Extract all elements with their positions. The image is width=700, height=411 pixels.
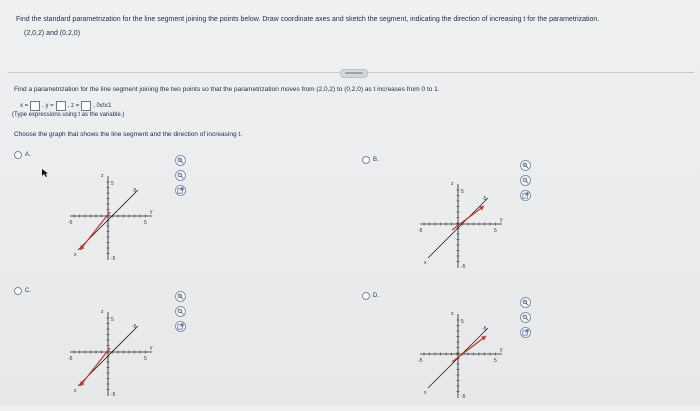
y-axis-label: y xyxy=(500,217,503,223)
zoom-in-icon[interactable] xyxy=(175,155,186,166)
x-axis-label: x xyxy=(74,252,77,258)
graph-d xyxy=(410,306,510,411)
parametrization-row xyxy=(20,101,111,111)
z-answer-input[interactable] xyxy=(81,101,91,111)
svg-text:-5: -5 xyxy=(68,220,73,226)
segment-line xyxy=(80,348,110,386)
zoom-in-icon[interactable] xyxy=(520,297,531,308)
option-a[interactable] xyxy=(14,151,31,159)
svg-text:-5: -5 xyxy=(482,326,487,332)
segment-line xyxy=(452,206,484,230)
svg-text:5: 5 xyxy=(111,317,114,323)
option-c-radio[interactable] xyxy=(14,287,22,295)
graph-b-tools xyxy=(520,160,531,201)
segment-line xyxy=(80,212,110,250)
svg-text:5: 5 xyxy=(494,358,497,364)
option-c[interactable] xyxy=(14,287,31,295)
graph-a-tools xyxy=(175,155,186,196)
question2-text: Find a parametrization for the line segment joining the two points so that the parametrization moves from (2,0,2) to (0,2,0) as t increases from 0 to 1. xyxy=(14,86,440,93)
graph-d-tools xyxy=(520,297,531,338)
y-axis-label: y xyxy=(500,347,503,353)
svg-text:-5: -5 xyxy=(132,188,137,194)
question3-text: Choose the graph that shows the line segment and the direction of increasing t. xyxy=(14,131,243,138)
option-d[interactable] xyxy=(362,292,379,300)
x-label: x = xyxy=(20,103,29,109)
popout-icon[interactable] xyxy=(175,321,186,332)
zoom-in-icon[interactable] xyxy=(520,160,531,171)
option-a-radio[interactable] xyxy=(14,151,22,159)
graph-c xyxy=(60,304,160,409)
z-axis-label: z xyxy=(451,311,454,317)
x-answer-input[interactable] xyxy=(30,101,40,111)
x-axis-label: x xyxy=(424,390,427,396)
graph-b xyxy=(410,176,510,281)
option-d-label: D. xyxy=(373,293,379,299)
option-b[interactable] xyxy=(362,156,379,164)
popout-icon[interactable] xyxy=(175,185,186,196)
segment-line xyxy=(452,336,486,362)
svg-text:5: 5 xyxy=(461,189,464,195)
graph-c-tools xyxy=(175,291,186,332)
x-axis-label: x xyxy=(74,388,77,394)
svg-text:-5: -5 xyxy=(461,264,466,270)
popout-icon[interactable] xyxy=(520,190,531,201)
svg-text:5: 5 xyxy=(461,319,464,325)
y-answer-input[interactable] xyxy=(56,101,66,111)
zoom-in-icon[interactable] xyxy=(175,291,186,302)
option-b-label: B. xyxy=(373,157,379,163)
direction-arrow-icon xyxy=(479,206,484,211)
x-axis-label: x xyxy=(424,260,427,266)
svg-text:5: 5 xyxy=(494,228,497,234)
svg-text:-5: -5 xyxy=(111,256,116,262)
y-axis-label: y xyxy=(150,345,153,351)
option-b-radio[interactable] xyxy=(362,156,370,164)
svg-text:5: 5 xyxy=(144,220,147,226)
z-axis-label: z xyxy=(101,173,104,179)
popout-icon[interactable] xyxy=(520,327,531,338)
z-label: , z = xyxy=(67,103,80,109)
option-d-radio[interactable] xyxy=(362,292,370,300)
t-range: , 0≤t≤1 xyxy=(93,103,112,109)
question1-points: (2,0,2) and (0,2,0) xyxy=(24,30,81,37)
zoom-out-icon[interactable] xyxy=(520,312,531,323)
option-a-label: A. xyxy=(25,152,31,158)
svg-text:-5: -5 xyxy=(461,394,466,400)
y-label: , y = xyxy=(42,103,54,109)
z-axis-label: z xyxy=(451,181,454,187)
question1-text: Find the standard parametrization for the line segment joining the points below. Draw coordinate axes and sketch the segment, indicating the direction of increasing t for the parametrization. xyxy=(16,16,600,23)
mouse-cursor-icon xyxy=(41,168,49,178)
hint-text: (Type expressions using t as the variable.) xyxy=(12,112,125,118)
svg-text:-5: -5 xyxy=(132,324,137,330)
svg-text:5: 5 xyxy=(111,181,114,187)
zoom-out-icon[interactable] xyxy=(520,175,531,186)
svg-text:-5: -5 xyxy=(418,228,423,234)
y-axis-label: y xyxy=(150,209,153,215)
zoom-out-icon[interactable] xyxy=(175,170,186,181)
z-axis-label: z xyxy=(101,309,104,315)
option-c-label: C. xyxy=(25,288,31,294)
svg-text:-5: -5 xyxy=(482,196,487,202)
graph-a xyxy=(60,168,160,273)
svg-text:-5: -5 xyxy=(418,358,423,364)
svg-text:-5: -5 xyxy=(111,392,116,398)
expand-handle[interactable] xyxy=(340,69,368,78)
zoom-out-icon[interactable] xyxy=(175,306,186,317)
svg-text:-5: -5 xyxy=(68,356,73,362)
svg-text:5: 5 xyxy=(144,356,147,362)
